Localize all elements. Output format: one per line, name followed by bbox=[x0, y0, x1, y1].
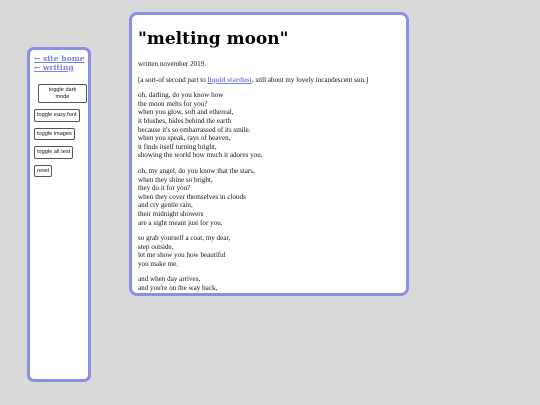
toggle-dark-mode-button[interactable]: toggle dark mode bbox=[38, 84, 87, 103]
poem-line: when they cover themselves in clouds bbox=[138, 192, 246, 201]
poem-line: showing the world how much it adores you. bbox=[138, 151, 263, 160]
poem-line: they do it for you? bbox=[138, 184, 191, 193]
poem-line: are a sight meant just for you. bbox=[138, 218, 223, 227]
poem-line: their midnight showers bbox=[138, 209, 204, 218]
sidebar bbox=[27, 47, 91, 382]
intro-prefix: [a sort-of second part to bbox=[138, 75, 208, 84]
site-home-link[interactable]: ← site home bbox=[34, 54, 85, 63]
poem-line: when you speak, rays of heaven, bbox=[138, 134, 231, 143]
page-title: "melting moon" bbox=[138, 29, 289, 49]
stanza-4 bbox=[138, 275, 398, 292]
written-date: written november 2019. bbox=[138, 60, 206, 68]
reset-button[interactable]: reset bbox=[34, 165, 52, 178]
toggle-alt-text-button[interactable]: toggle alt text bbox=[34, 146, 73, 159]
poem-line: oh, my angel, do you know that the stars, bbox=[138, 166, 255, 175]
poem-line: and cry gentle rain, bbox=[138, 201, 193, 210]
poem-line: you make me. bbox=[138, 259, 178, 268]
poem-line: it blushes, hides behind the earth bbox=[138, 116, 231, 125]
toggle-easy-font-button[interactable]: toggle easy font bbox=[34, 109, 80, 122]
intro-suffix: , still about my lovely incandescent sun.] bbox=[251, 75, 369, 84]
stanza-1 bbox=[138, 91, 398, 160]
poem-body bbox=[138, 60, 398, 293]
poem-line: when they shine so bright, bbox=[138, 175, 213, 184]
poem-line: oh, darling, do you know how bbox=[138, 91, 224, 100]
writing-link[interactable]: ← writing bbox=[34, 63, 74, 72]
poem-line: and you're on the way back, bbox=[138, 284, 218, 293]
poem-line: when you glow, soft and ethereal, bbox=[138, 108, 234, 117]
stanza-3 bbox=[138, 234, 398, 268]
poem-line: so grab yourself a coat, my dear, bbox=[138, 234, 231, 243]
poem-line: let me show you how beautiful bbox=[138, 251, 226, 260]
poem-line: the moon melts for you? bbox=[138, 99, 208, 108]
settings-buttons bbox=[34, 84, 85, 177]
poem-panel bbox=[129, 12, 409, 296]
poem-line: step outside, bbox=[138, 242, 174, 251]
intro-note bbox=[138, 76, 398, 85]
poem-line: because it's so embarrassed of its smile. bbox=[138, 125, 251, 134]
poem-line: it finds itself turning bright, bbox=[138, 142, 217, 151]
toggle-images-button[interactable]: toggle images bbox=[34, 128, 75, 141]
poem-line: and when day arrives, bbox=[138, 275, 201, 284]
stanza-2 bbox=[138, 167, 398, 227]
liquid-stardust-link[interactable]: liquid stardust bbox=[207, 75, 252, 84]
